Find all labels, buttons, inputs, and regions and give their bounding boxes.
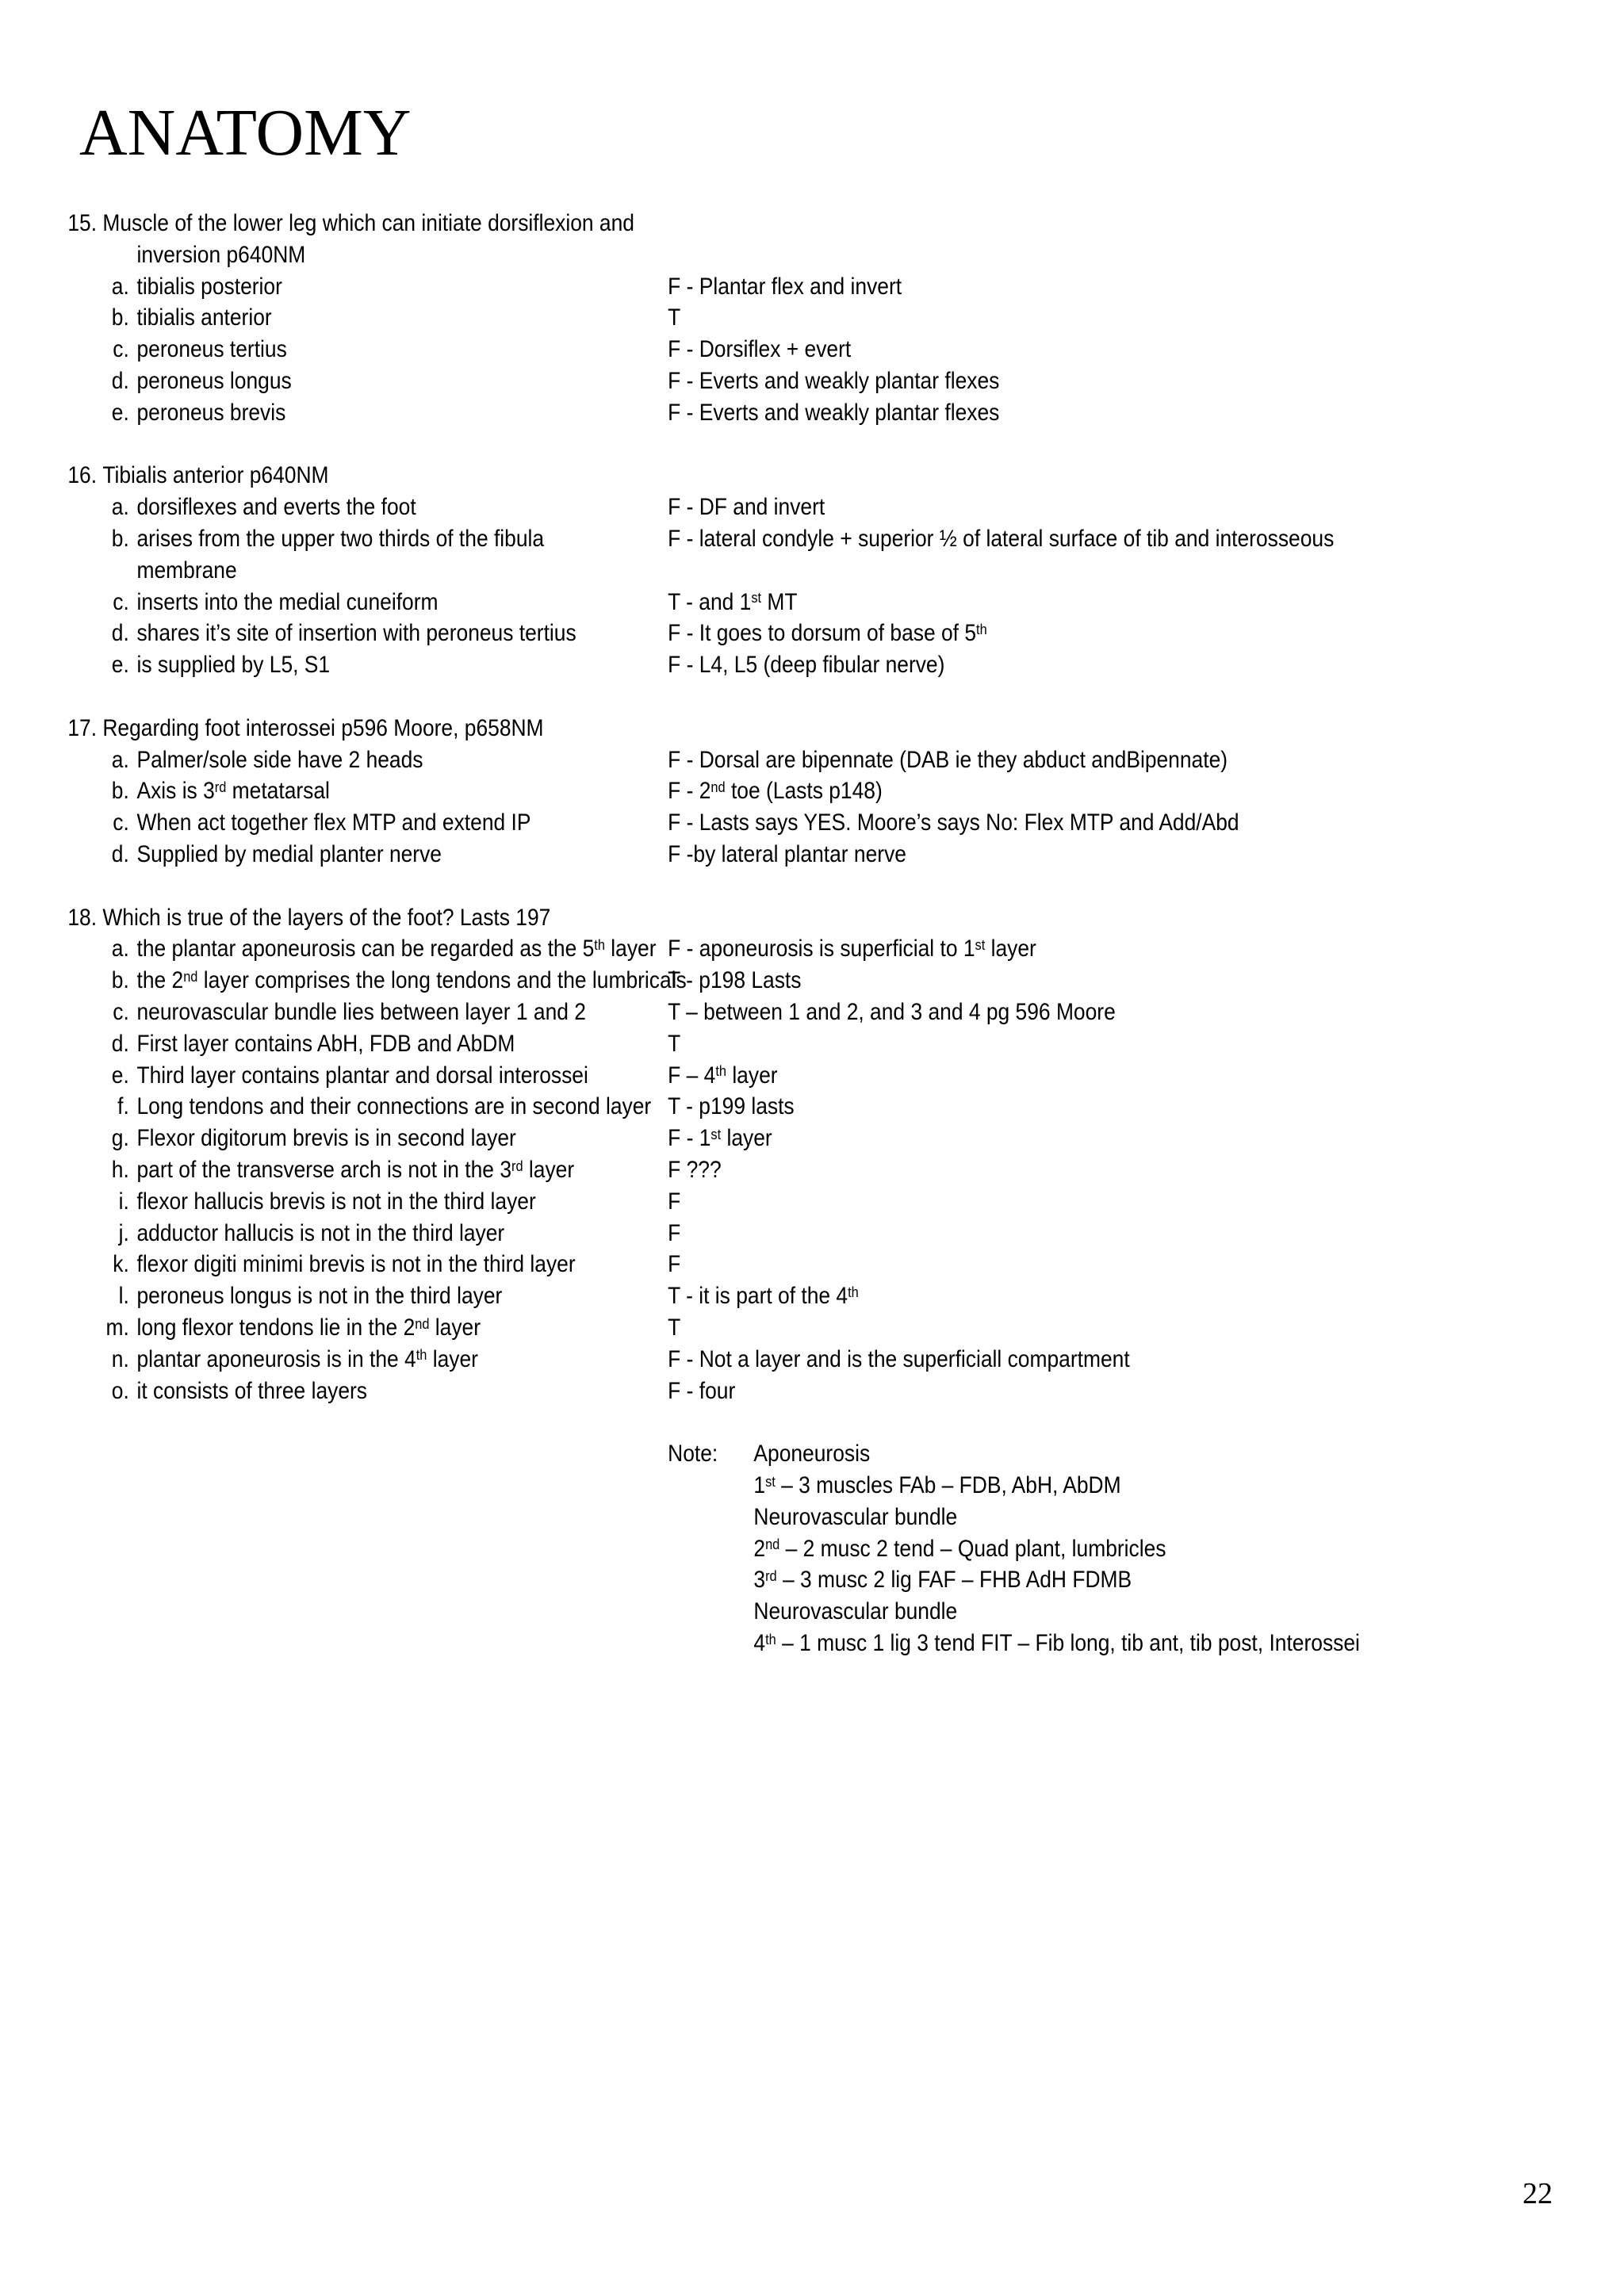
page-number: 22 [1522,2177,1553,2210]
option-text: long flexor tendons lie in the 2nd layer [136,1314,481,1341]
option-letter: e. [111,399,129,426]
option-letter: d. [111,368,129,394]
answer-text: F [668,1188,681,1215]
answer-text: T [668,304,681,331]
option-letter: d. [111,841,129,867]
answer-text: F [668,1251,681,1278]
note-label: Note: [668,1441,718,1468]
option-text: flexor hallucis brevis is not in the third layer [136,1188,536,1215]
option-text: arises from the upper two thirds of the fibula [136,526,545,552]
option-text: is supplied by L5, S1 [136,652,331,679]
answer-text: F - 1st layer [668,1125,772,1152]
option-text: shares it’s site of insertion with peroneus tertius [136,620,576,647]
question-text: Regarding foot interossei p596 Moore, p658NM [102,714,544,741]
option-letter: a. [111,273,129,300]
option-letter: b. [111,304,129,331]
option-letter: b. [111,526,129,552]
note-text: 4th – 1 musc 1 lig 3 tend FIT – Fib long, tib ant, tib post, Interossei [753,1630,1360,1656]
option-text: peroneus longus [136,368,292,394]
option-letter: d. [111,620,129,647]
question-number: 17. [67,714,98,741]
option-text: inserts into the medial cuneiform [136,588,439,615]
option-letter: h. [111,1157,129,1183]
option-text: Palmer/sole side have 2 heads [136,746,423,773]
question-number: 16. [67,462,98,489]
answer-text: F - four [668,1377,736,1404]
question-text-continued: inversion p640NM [136,241,306,268]
option-text: it consists of three layers [136,1377,368,1404]
option-letter: k. [113,1251,129,1278]
option-letter: a. [111,746,129,773]
option-letter: e. [111,1062,129,1089]
answer-text: T - p198 Lasts [668,967,802,994]
option-text: tibialis anterior [136,304,272,331]
option-text: When act together flex MTP and extend IP [136,809,531,836]
option-text: First layer contains AbH, FDB and AbDM [136,1030,515,1057]
answer-text: F - 2nd toe (Lasts p148) [668,778,883,805]
answer-text: T [668,1030,681,1057]
note-text: 1st – 3 muscles FAb – FDB, AbH, AbDM [753,1472,1121,1498]
option-text: peroneus brevis [136,399,286,426]
option-letter: i. [118,1188,129,1215]
answer-text: F - Not a layer and is the superficiall compartment [668,1345,1130,1372]
option-letter: f. [117,1093,129,1120]
option-text: part of the transverse arch is not in the 3rd layer [136,1157,575,1183]
option-letter: g. [111,1125,129,1152]
answer-text: F - aponeurosis is superficial to 1st layer [668,936,1036,962]
option-text: neurovascular bundle lies between layer 1 and 2 [136,999,586,1025]
answer-text: F - Dorsal are bipennate (DAB ie they abduct andBipennate) [668,746,1228,773]
option-letter: d. [111,1030,129,1057]
note-text: Aponeurosis [753,1441,871,1468]
option-text: flexor digiti minimi brevis is not in the third layer [136,1251,576,1278]
option-text: plantar aponeurosis is in the 4th layer [136,1345,478,1372]
option-text: Flexor digitorum brevis is in second layer [136,1125,516,1152]
option-letter: a. [111,494,129,521]
option-letter: o. [111,1377,129,1404]
answer-text: F [668,1219,681,1246]
option-letter: c. [113,809,129,836]
question-text: Tibialis anterior p640NM [102,462,329,489]
option-letter: a. [111,936,129,962]
option-text: Supplied by medial planter nerve [136,841,442,867]
answer-text: F - Everts and weakly plantar flexes [668,368,1000,394]
option-text-continued: membrane [136,557,237,584]
question-number: 15. [67,210,98,236]
option-text: dorsiflexes and everts the foot [136,494,416,521]
note-text: Neurovascular bundle [753,1503,958,1530]
option-letter: e. [111,652,129,679]
option-text: the 2nd layer comprises the long tendons and the lumbricals [136,967,687,994]
question-text: Which is true of the layers of the foot? Lasts 197 [102,904,551,931]
option-letter: m. [105,1314,129,1341]
question-text: Muscle of the lower leg which can initiate dorsiflexion and [102,210,634,236]
answer-text: F ??? [668,1157,722,1183]
option-letter: n. [111,1345,129,1372]
answer-text: F - Dorsiflex + evert [668,336,852,363]
answer-text: F - It goes to dorsum of base of 5th [668,620,987,647]
option-text: tibialis posterior [136,273,282,300]
answer-text: F -by lateral plantar nerve [668,841,906,867]
answer-text: T [668,1314,681,1341]
option-text: Axis is 3rd metatarsal [136,778,330,805]
option-text: Third layer contains plantar and dorsal interossei [136,1062,588,1089]
option-letter: c. [113,588,129,615]
option-letter: b. [111,967,129,994]
option-text: Long tendons and their connections are in second layer [136,1093,652,1120]
answer-text: F - L4, L5 (deep fibular nerve) [668,652,945,679]
option-letter: c. [113,336,129,363]
answer-text: F - Everts and weakly plantar flexes [668,399,1000,426]
answer-text: F - DF and invert [668,494,825,521]
option-text: adductor hallucis is not in the third layer [136,1219,505,1246]
option-letter: l. [118,1283,129,1310]
answer-text: F - lateral condyle + superior ½ of lateral surface of tib and interosseous [668,526,1335,552]
page-title: ANATOMY [79,96,412,170]
answer-text: F - Plantar flex and invert [668,273,902,300]
note-text: 3rd – 3 musc 2 lig FAF – FHB AdH FDMB [753,1567,1132,1594]
question-number: 18. [67,904,98,931]
option-letter: c. [113,999,129,1025]
option-text: the plantar aponeurosis can be regarded as the 5th layer [136,936,657,962]
option-text: peroneus longus is not in the third layer [136,1283,503,1310]
answer-text: T - and 1st MT [668,588,798,615]
option-text: peroneus tertius [136,336,287,363]
answer-text: T - it is part of the 4th [668,1283,859,1310]
answer-text: T – between 1 and 2, and 3 and 4 pg 596 Moore [668,999,1116,1025]
answer-text: T - p199 lasts [668,1093,795,1120]
answer-text: F – 4th layer [668,1062,778,1089]
note-text: 2nd – 2 musc 2 tend – Quad plant, lumbricles [753,1535,1166,1562]
note-text: Neurovascular bundle [753,1598,958,1625]
answer-text: F - Lasts says YES. Moore’s says No: Flex MTP and Add/Abd [668,809,1239,836]
option-letter: j. [118,1219,129,1246]
option-letter: b. [111,778,129,805]
